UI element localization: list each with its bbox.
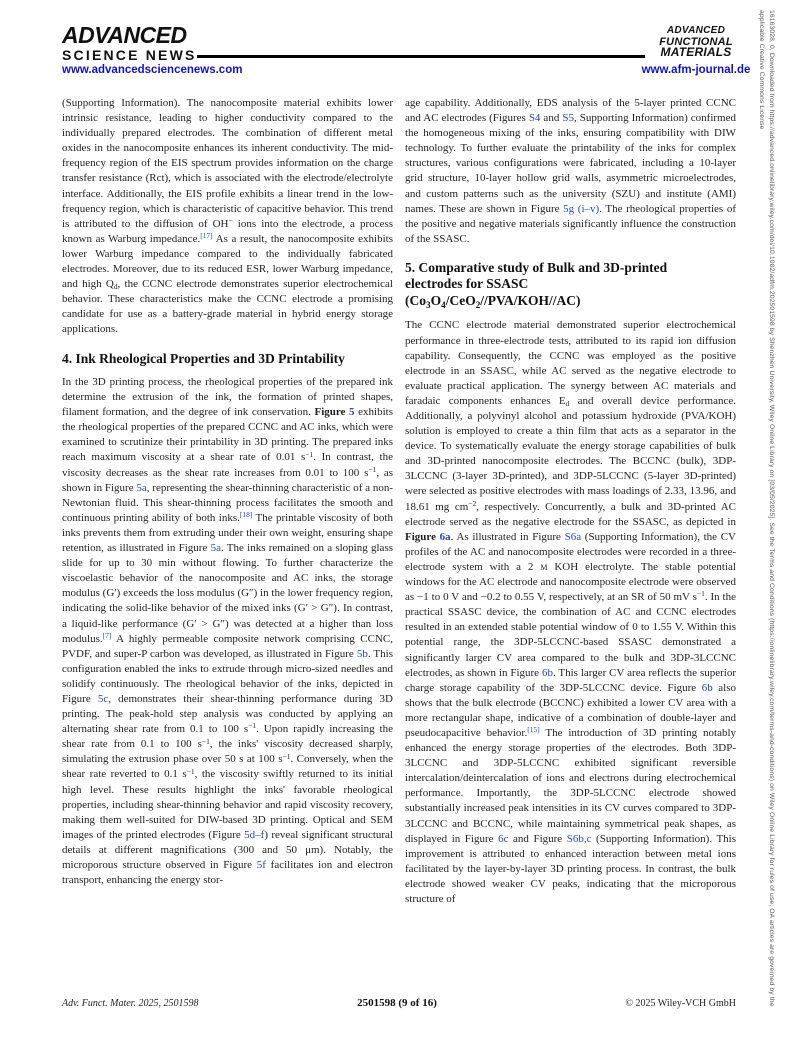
right-text-column: [405, 96, 736, 907]
figure-ref-link[interactable]: 5: [349, 406, 355, 419]
text-run: −1: [368, 464, 377, 474]
text-run: electrodes for SSASC: [405, 276, 529, 292]
citation-ref-link[interactable]: [18]: [239, 510, 253, 520]
text-run: , the inks' viscosity decreased sharply, simulating the extrusion phase over 50 s at 100 s: [62, 738, 393, 766]
text-run: A highly permeable composite network comprising CCNC, PVDF, and super-P carbon was developed, as illustrated in Figure: [62, 632, 393, 660]
logo-text-advanced: ADVANCED: [62, 22, 187, 48]
section-heading: [405, 260, 736, 311]
text-run: 2: [475, 299, 481, 310]
text-run: 3: [426, 299, 431, 310]
text-run: (Supporting Information). The nanocomposite material exhibits lower intrinsic resistance, leading to higher conductivity compared to the individually prepared electrodes. The combination of different metal oxides in the nanocomposite enhances its inherent conductivity. The mid-frequency region of the EIS spectrum provides information on the charge transfer resistance (Rct), which is associated with the electrode/electrolyte interface. Additionally, the EIS profile exhibits a linear trend in the low-frequency region, which is characteristic of capacitive behavior. This trend is attributed to the diffusion of OH: [62, 97, 393, 230]
text-run: //PVA/KOH//AC): [480, 292, 581, 308]
text-run: ions into the electrode, a process known as Warburg impedance.: [62, 217, 393, 245]
text-run: (Supporting Information), the CV profiles of the AC and nanocomposite electrodes were recorded in a three-electrode system with a 2: [405, 530, 737, 573]
text-run: In the 3D printing process, the rheological properties of the prepared ink determine the extrusion of the ink, the formation of printed shapes, filament formation, and the degree of ink conservation.: [62, 376, 393, 419]
text-run: d: [565, 399, 570, 408]
figure-ref-link[interactable]: 5c: [97, 692, 109, 705]
text-run: Figure: [405, 530, 436, 543]
figure-ref-link[interactable]: (i–v): [577, 202, 600, 215]
logo-text-science-news: SCIENCE NEWS: [62, 47, 197, 63]
text-run: , demonstrates their shear-thinning performance during 3D printing. The peak-hold step analysis was conducted by applying an alternating shear rate from 0.1 to 100 s: [62, 692, 393, 736]
text-run: d: [113, 282, 118, 292]
figure-ref-link[interactable]: 5f: [256, 859, 266, 871]
text-run: 4. Ink Rheological Properties and 3D Printability: [62, 350, 345, 366]
text-run: . This larger CV area reflects the superior charge storage capability of the 3DP-5LCCNC device. Figure: [405, 666, 736, 694]
text-run: age capability. Additionally, EDS analysis of the 5-layer printed CCNC and AC electrodes (Figures: [405, 97, 736, 125]
text-run: and Figure: [508, 832, 567, 845]
text-run: . In the practical SSASC device, the combination of AC and CCNC electrodes resulted in an extended stable potential window of 0 to 1.55 V. Within this potential range, the 3DP-5LCCNC-based SSASC demonstrated a significantly larger CV area compared to the bulk and 3DP-3LCCNC electrodes, as shown in Figure: [405, 591, 736, 679]
text-run: facilitates ion and electron transport, enhancing the energy stor-: [62, 859, 393, 887]
figure-ref-link[interactable]: 5a: [136, 481, 147, 494]
paragraph: [405, 96, 736, 247]
text-run: . This configuration enabled the inks to extrude through micro-sized needles and solidify continuously. The rheological behavior of the inks, depicted in Figure: [62, 647, 393, 705]
text-run: 5. Comparative study of Bulk and 3D-printed: [405, 259, 668, 275]
text-run: . Upon rapidly increasing the shear rate from 0.1 to 100 s: [62, 723, 393, 751]
figure-ref-link[interactable]: 6b: [541, 666, 553, 679]
advanced-science-news-logo: [62, 24, 197, 62]
text-run: exhibits the rheological properties of the prepared CCNC and AC inks, which were examined to scrutinize their printability in 3D printing. The prepared inks reach maximum viscosity at a shear rate of 0.01 s: [62, 406, 393, 464]
advanced-functional-materials-logo: [646, 26, 746, 58]
text-run: , representing the shear-thinning characteristic of a non-Newtonian fluid. This shear-thinning process facilitates the smooth and continuous printing ability of both inks.: [62, 481, 393, 524]
logo-text-materials: MATERIALS: [660, 45, 732, 59]
text-run: . The inks remained on a sloping glass slide for up to 30 min without flowing. To further characterize the viscoelastic behavior of the nanocomposite and AC inks, the storage modulus (G′) exceeds the loss modulus (G″) in the lower frequency region, indicating the solid-like behavior of the mixed inks (G′ > G″). In contrast, a liquid-like performance (G′ > G″) was detected at a higher than loss modulus.: [62, 542, 394, 645]
text-run: and overall device performance. Additionally, a polyvinyl alcohol and potassium hydroxide (PVA/KOH) solution is employed to create a thin film that acts as a separator in the device. To systematically evaluate the energy storage capabilities of bulk and 3D-printed nanocomposite electrodes. The BCCNC (bulk), 3DP-3LCCNC (3-layer 3D-printed), and 3DP-5LCCNC (5-layer 3D-printed) were selected as positive electrodes with mass loadings of 2.33, 13.96, and 18.61 mg cm: [405, 394, 736, 513]
header-divider: [197, 55, 645, 58]
download-license-sidebar-text: 16163028, 0, Downloaded from https://advanced.onlinelibrary.wiley.com/doi/10.1002/adfm.202501598 by Shenzhen University, Wiley Online Library on [03/05/2025]. See the Terms and Conditions (https://onlinelibrary.wiley.com/terms-and-conditions) on Wiley Online Library for rules of use; OA articles are governed by the applicable Creative Commons License: [758, 10, 775, 1007]
paragraph: [62, 96, 393, 338]
text-run: −1: [248, 721, 257, 731]
citation-ref-link[interactable]: [7]: [102, 630, 112, 640]
text-run: , the CCNC electrode demonstrates superior electrochemical behavior. These characteristics make the CCNC electrode a promising candidate for use as a battery-grade material in hybrid energy storage applications.: [62, 278, 393, 336]
figure-ref-link[interactable]: S5: [562, 112, 574, 125]
text-run: 4: [441, 299, 446, 310]
paragraph: [405, 318, 736, 907]
figure-ref-link[interactable]: 6c: [498, 832, 509, 845]
text-run: , Supporting Information) confirmed the homogeneous mixing of the inks, ensuring compatibility with DIW technology. To further evaluate the printability of the inks for complex structures, various configurations were fabricated, including a 10-layer grid structure, 10-layer hollow grid walls, asymmetric microelectrodes, and custom patterns such as the university (SZU) and institute (AMI) names. These are shown in Figure: [405, 112, 736, 215]
text-run: , as shown in Figure: [62, 466, 394, 494]
citation-ref-link[interactable]: [15]: [527, 725, 540, 735]
figure-ref-link[interactable]: 6b: [701, 681, 713, 694]
figure-ref-link[interactable]: S6b,c: [566, 832, 592, 845]
text-run: , respectively. Concurrently, a bulk and 3D-printed AC electrode served as the negative electrode for the SSASC, as depicted in: [405, 500, 737, 528]
text-run: Figure: [314, 406, 346, 419]
text-run: , the viscosity swiftly returned to its initial high level. These results highlight the inks' favorable rheological properties, including shear-thinning behavior and rapid viscosity recovery, making them well-suited for DIW-based 3D printing. Optical and SEM images of the printed electrodes (Figure: [62, 768, 393, 841]
text-run: ) reveal significant structural details at different magnifications (300 and 50 μm). Notably, the microporous structure observed in Figure: [62, 828, 393, 871]
text-run: −: [228, 216, 233, 226]
text-run: (Co: [405, 292, 426, 308]
text-run: O: [430, 292, 442, 308]
figure-ref-link[interactable]: 5g: [563, 202, 575, 215]
text-run: −1: [305, 449, 314, 459]
page-number: 2501598 (9 of 16): [357, 997, 437, 1009]
text-run: −1: [186, 766, 195, 776]
text-run: The CCNC electrode material demonstrated superior electrochemical performance in three-electrode tests, attributed to its rapid ion diffusion capability. Consequently, the CCNC was employed as the positive electrode in an SSASC, while AC served as the negative electrode to evaluate practical application. The synergy between AC materials and faradaic components enhances E: [405, 319, 736, 407]
text-run: −1: [201, 736, 210, 746]
text-run: −2: [468, 498, 477, 508]
figure-ref-link[interactable]: 5b: [356, 647, 368, 660]
afm-journal-link[interactable]: www.afm-journal.de: [641, 64, 751, 76]
logo-text-advanced-small: ADVANCED: [666, 25, 726, 36]
text-run: . In contrast, the viscosity decreases as the shear rate increases from 0.01 to 100 s: [62, 451, 393, 479]
advancedsciencenews-link[interactable]: www.advancedsciencenews.com: [62, 64, 243, 76]
text-run: . The rheological properties of the positive and negative materials significantly influence the construction of the SSASC.: [405, 202, 736, 245]
text-run: also shows that the bulk electrode (BCCNC) exhibited a lower CV area with a more rectangular shape, indicative of a combination of double-layer and pseudocapacitive behavior.: [405, 681, 736, 739]
text-run: −1: [282, 751, 291, 761]
copyright-notice: © 2025 Wiley-VCH GmbH: [625, 998, 736, 1009]
text-run: The introduction of 3D printing notably enhanced the energy storage properties of the electrodes. Both 3DP-3LCCNC and 3DP-5LCCNC exhibited significant reversible intercalation/deintercalation of ions and electrons during electrochemical performance. Importantly, the 3DP-5LCCNC electrode showed substantially increased peak intensities in its CV curves compared to 3DP-3LCCNC and BCCNC, while maintaining symmetrical peak shapes, as displayed in Figure: [405, 726, 737, 845]
figure-ref-link[interactable]: 5a: [210, 542, 221, 555]
text-run: The printable viscosity of both inks prevents them from extruding under their own weight, ensuring shape retention, as illustrated in Figure: [62, 511, 393, 555]
text-run: KOH electrolyte. The stable potential windows for the AC electrode and nanocomposite electrode were observed as −1 to 0 V and −0.2 to 0.55 V, respectively, at an SR of 50 mV s: [405, 560, 736, 604]
logo-text-functional: FUNCTIONAL: [659, 35, 733, 48]
left-text-column: [62, 96, 393, 888]
text-run: . As illustrated in Figure: [450, 530, 565, 543]
text-run: . Conversely, when the shear rate reverted to 0.1 s: [62, 753, 393, 781]
citation-ref-link[interactable]: [17]: [200, 231, 213, 241]
section-heading: [62, 351, 393, 368]
figure-ref-link[interactable]: S4: [528, 112, 541, 125]
figure-ref-link[interactable]: 6a: [439, 530, 451, 543]
text-run: /CeO: [445, 292, 476, 308]
text-run: As a result, the nanocomposite exhibits lower Warburg impedance compared to the individually fabricated electrodes. Moreover, due to its reduced ESR, lower Warburg impedance, and high Q: [62, 232, 393, 291]
figure-ref-link[interactable]: 5d–f: [244, 828, 265, 841]
figure-ref-link[interactable]: S6a: [564, 530, 582, 543]
text-run: (Supporting Information). This improvement is attributed to enhanced interaction between metal ions facilitated by the layer-by-layer 3D printing process. In contrast, the bulk electrode showed weaker CV peaks, indicating that the microporous structure of: [405, 832, 736, 905]
paragraph: [62, 375, 393, 888]
journal-citation: Adv. Funct. Mater. 2025, 2501598: [62, 998, 199, 1009]
text-run: and: [540, 112, 563, 125]
text-run: m: [540, 560, 548, 573]
text-run: −1: [696, 589, 705, 599]
